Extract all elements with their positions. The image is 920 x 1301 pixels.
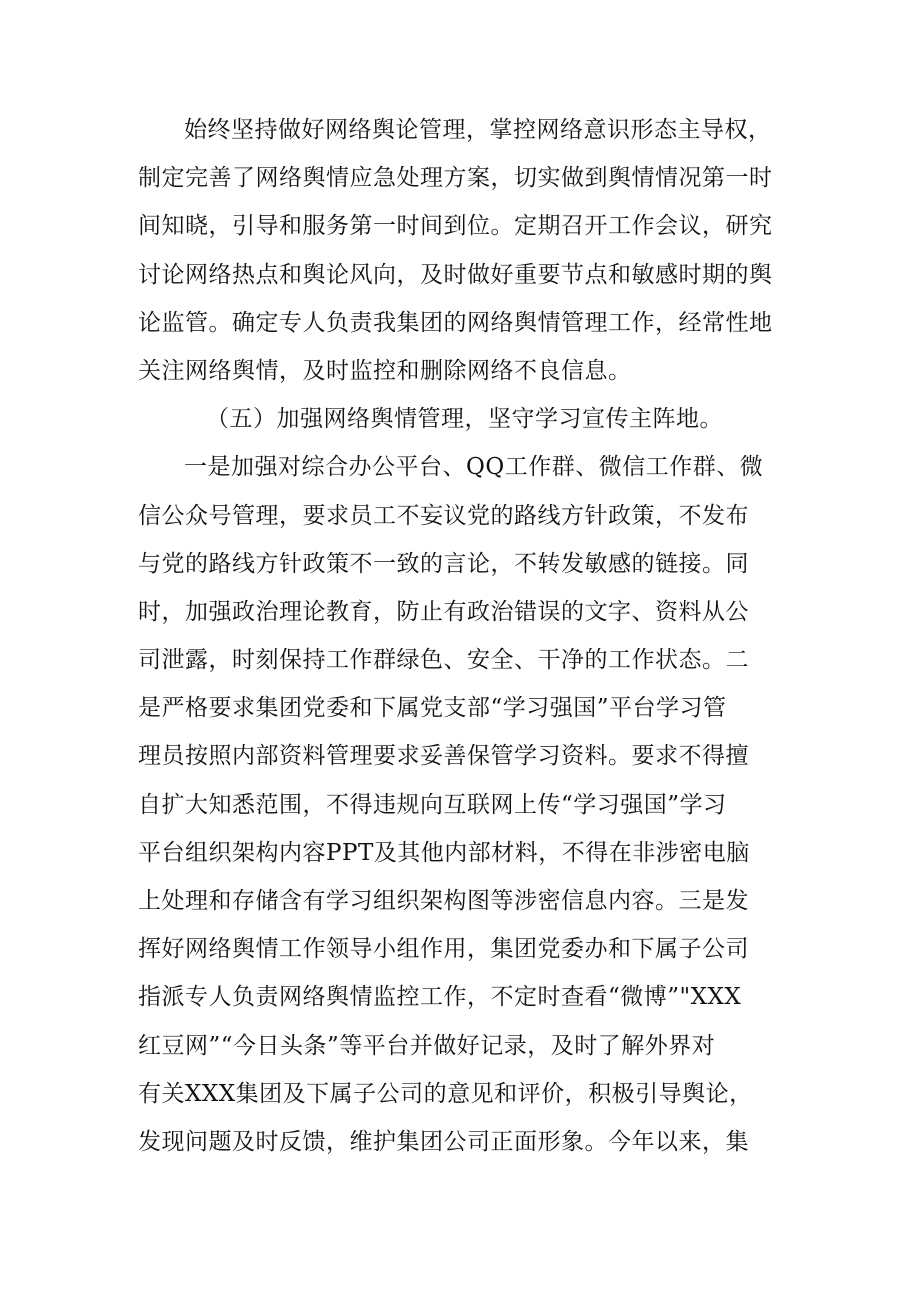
text-line: 司泄露，时刻保持工作群绿色、安全、干净的工作状态。二 (138, 647, 749, 674)
text-line: 与党的路线方针政策不一致的言论，不转发敏感的链接。同 (138, 550, 749, 577)
text-line: 始终坚持做好网络舆论管理，掌控网络意识形态主导权， (184, 117, 772, 143)
text-line: 发现问题及时反馈，维护集团公司正面形象。今年以来，集 (138, 1128, 749, 1155)
text-line: 讨论网络热点和舆论风向，及时做好重要节点和敏感时期的舆 (138, 261, 773, 288)
text-line: 关注网络舆情，及时监控和删除网络不良信息。 (138, 357, 632, 384)
text-line: 有关XXX集团及下属子公司的意见和评价，积极引导舆论， (138, 1080, 753, 1107)
text-line: 论监管。确定专人负责我集团的网络舆情管理工作，经常性地 (138, 309, 773, 336)
document-body (138, 106, 798, 1166)
paragraph-platform-management (138, 443, 798, 1166)
section-heading: （五）加强网络舆情管理，坚守学习宣传主阵地。 (206, 406, 723, 433)
text-line: 红豆网”“今日头条”等平台并做好记录，及时了解外界对 (138, 1032, 716, 1059)
text-line: 信公众号管理，要求员工不妄议党的路线方针政策，不发布 (138, 502, 749, 529)
text-line: 是严格要求集团党委和下属党支部“学习强国”平台学习管 (138, 695, 727, 722)
text-line: 间知晓，引导和服务第一时间到位。定期召开工作会议，研究 (138, 213, 773, 240)
text-line: 时，加强政治理论教育，防止有政治错误的文字、资料从公 (138, 598, 749, 625)
text-line: 一是加强对综合办公平台、QQ工作群、微信工作群、微 (184, 454, 764, 481)
text-line: 自扩大知悉范围，不得违规向互联网上传“学习强国”学习 (138, 791, 727, 818)
text-line: 挥好网络舆情工作领导小组作用，集团党委办和下属子公司 (138, 936, 749, 963)
text-line: 理员按照内部资料管理要求妥善保管学习资料。要求不得擅 (138, 743, 749, 770)
paragraph-network-opinion-management (138, 106, 798, 395)
text-line: 制定完善了网络舆情应急处理方案，切实做到舆情情况第一时 (138, 165, 773, 192)
text-line: 平台组织架构内容PPT及其他内部材料，不得在非涉密电脑 (138, 839, 750, 866)
text-line: 上处理和存储含有学习组织架构图等涉密信息内容。三是发 (138, 888, 749, 914)
text-line: 指派专人负责网络舆情监控工作，不定时查看“微博”"XXX (138, 984, 742, 1011)
